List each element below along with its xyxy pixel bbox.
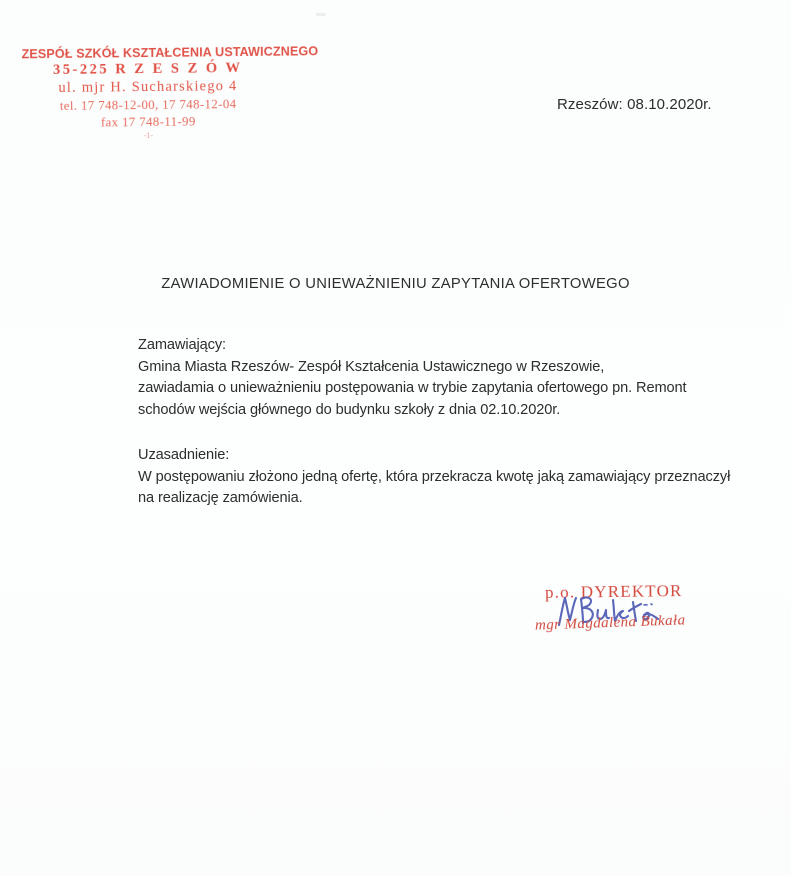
- document-date: Rzeszów: 08.10.2020r.: [557, 96, 712, 113]
- section-label-ordering-party: Zamawiający:: [138, 337, 227, 353]
- stamp-footer-mark: -1-: [143, 130, 154, 141]
- stamp-fax-line: fax 17 748-11-99: [100, 114, 196, 130]
- stamp-institution-name: ZESPÓŁ SZKÓŁ KSZTAŁCENIA USTAWICZNEGO: [21, 44, 319, 62]
- stamp-phone-line: tel. 17 748-12-00, 17 748-12-04: [59, 97, 237, 113]
- section-label-justification: Uzasadnienie:: [138, 447, 230, 463]
- body-line: schodów wejścia głównego do budynku szkoły z dnia 02.10.2020r.: [138, 401, 561, 418]
- body-line: W postępowaniu złożono jedną ofertę, która przekracza kwotę jaką zamawiający przeznaczył: [138, 468, 731, 485]
- signature-name-stamp: mgr Magdalena Bukała: [534, 612, 686, 634]
- body-line: Gmina Miasta Rzeszów- Zespół Kształcenia Ustawicznego w Rzeszowie,: [138, 358, 605, 375]
- stamp-street-address: ul. mjr H. Sucharskiego 4: [58, 78, 238, 96]
- scan-artifact-mark: [316, 13, 326, 16]
- body-line: zawiadamia o unieważnieniu postępowania w trybie zapytania ofertowego pn. Remont: [138, 380, 687, 396]
- body-line: na realizację zamówienia.: [138, 490, 303, 506]
- paragraph-gap: [138, 421, 738, 445]
- signature-role-stamp: p.o. DYREKTOR: [544, 581, 683, 602]
- stamp-postal-city: 35-225 R Z E S Z Ó W: [52, 60, 243, 78]
- institution-stamp: [21, 44, 319, 142]
- document-title: ZAWIADOMIENIE O UNIEWAŻNIENIU ZAPYTANIA OFERTOWEGO: [161, 276, 630, 292]
- document-body: [138, 335, 738, 510]
